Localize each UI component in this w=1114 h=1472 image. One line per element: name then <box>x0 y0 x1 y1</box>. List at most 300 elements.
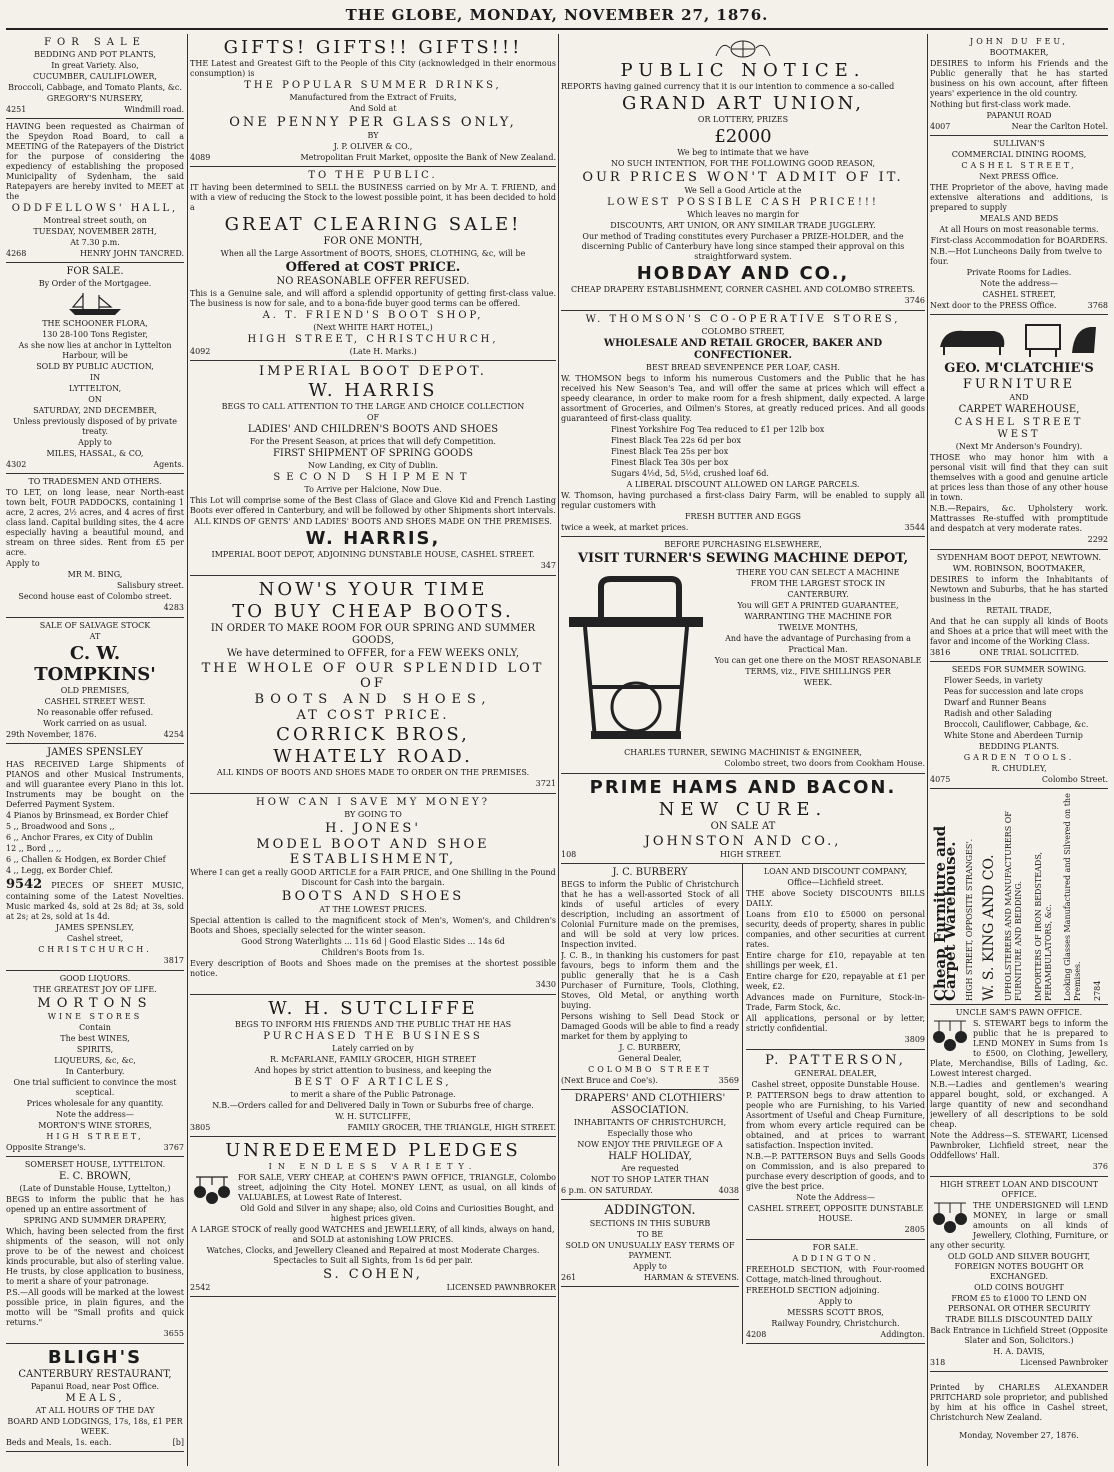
ad-body: This is a Genuine sale, and will afford a splendid opportunity of getting first-class value. The business is now for sale, and to a bona-fide buyer good terms can be offered. <box>190 289 556 308</box>
ad-body: FOR SALE, VERY CHEAP, at COHEN'S PAWN OFFICE, TRIANGLE, Colombo street, adjoining the City Hotel. MONEY LENT, as usual, on all kinds of VALUABLES, at Lowest Rate of Interest. <box>238 1173 556 1202</box>
masthead-rule <box>6 28 1108 30</box>
ad-line: WM. ROBINSON, BOOTMAKER, <box>952 564 1086 573</box>
ad-number: 3721 <box>535 779 556 788</box>
ad-line: And Sold at <box>349 104 397 113</box>
ad-number: 2292 <box>1087 535 1108 544</box>
ad-line: Metropolitan Fruit Market, opposite the Bank of New Zealand. <box>300 153 556 162</box>
ad-line: Colombo Street. <box>1041 775 1108 784</box>
list-item: Dwarf and Runner Beans <box>944 698 1047 707</box>
ad-title: H. JONES' <box>325 821 421 836</box>
ad-mortons <box>6 971 184 1157</box>
ad-heading: FOR SALE. <box>66 266 124 277</box>
ad-body: Note the Address—S. STEWART, Licensed Pawnbroker, Lichfield street, near the Oddfellows' Hall. <box>930 1131 1108 1160</box>
ad-line: LYTTELTON, <box>68 384 122 393</box>
ad-line: HIGH STREET, OPPOSITE STRANGES'. <box>964 838 974 1001</box>
ad-line: (Next Bruce and Coe's). <box>561 1076 658 1085</box>
ad-number: 4268 <box>6 249 27 258</box>
ad-line: FAMILY GROCER, THE TRIANGLE, HIGH STREET. <box>347 1123 556 1132</box>
ad-line: JAMES SPENSLEY, <box>55 923 135 932</box>
ad-title: NEW CURE. <box>658 799 828 820</box>
ad-body: J. C. B., in thanking his customers for past favours, begs to inform them and the public generally that he is a Cash Purchaser of Furniture, Tools, Clothing, Stoves, Old Metal, or anything worth buying. <box>561 951 739 1010</box>
ad-line: GREGORY'S NURSERY, <box>46 94 144 103</box>
ad-number: 4283 <box>163 603 184 612</box>
ad-line: ON <box>88 395 102 404</box>
ad-line: 6 p.m. ON SATURDAY. <box>561 1186 653 1195</box>
ad-line: Now Landing, ex City of Dublin. <box>307 461 439 470</box>
ad-body: W. THOMSON begs to inform his numerous Customers and the Public that he has received his New Season's Tea, and will offer the same at prices which will effect a speedy clearance, in order to make room for a fresh shipment, daily expected. A large assortment of Groceries, and Oilmen's Stores, at greatly reduced prices. And all goods guaranteed of first-class quality. <box>561 374 925 423</box>
ad-body: P.S.—All goods will be marked at the lowest possible price, in plain figures, and the motto will be "Small profits and quick returns." <box>6 1288 184 1327</box>
ad-heading: FOR SALE. <box>812 1243 859 1252</box>
ad-spensley <box>6 744 184 971</box>
ad-line: LIQUEURS, &c, &c, <box>54 1056 136 1065</box>
ad-line: CASHEL STREET, <box>982 290 1056 299</box>
ad-body: FREEHOLD SECTION, with Four-roomed Cottage, match-lined throughout. <box>746 1265 925 1284</box>
ad-line: PAPANUI ROAD <box>986 111 1052 120</box>
ad-line: CASHEL STREET WEST <box>954 417 1084 440</box>
ad-number: 376 <box>1092 1162 1108 1171</box>
ad-line: HIGH STREET, CHRISTCHURCH, <box>247 334 499 345</box>
ad-freehold <box>746 1240 925 1344</box>
list-item: Broccoli, Cauliflower, Cabbage, &c. <box>944 720 1089 729</box>
ad-title: GIFTS! GIFTS!! GIFTS!!! <box>223 37 523 58</box>
ad-line: General Dealer, <box>618 1054 682 1063</box>
ad-line: R. CHUDLEY, <box>991 764 1047 773</box>
ad-line: Contain <box>79 1023 111 1032</box>
ad-line: Nothing but first-class work made. <box>930 100 1071 109</box>
ad-jones <box>190 794 556 995</box>
imprint-date: Monday, November 27, 1876. <box>959 1431 1079 1440</box>
ad-title: NOW'S YOUR TIME <box>258 579 488 600</box>
ad-heading: OUR PRICES WON'T ADMIT OF IT. <box>582 170 904 185</box>
ad-title: £2000 <box>714 126 772 147</box>
ad-line: TRADE BILLS DISCOUNTED DAILY <box>945 1315 1093 1324</box>
ad-line: FROM THE LARGEST STOCK IN <box>750 579 886 588</box>
ad-line: IMPORTERS OF IRON BEDSTEADS, PERAMBULATORS, &c. <box>1033 851 1053 1001</box>
column-4 <box>930 34 1108 1466</box>
ad-line: Manufactured from the Extract of Fruits, <box>289 93 457 102</box>
ad-line: At all Hours on most reasonable terms. <box>939 225 1099 234</box>
ad-title: PUBLIC NOTICE. <box>620 60 866 81</box>
column-rule <box>927 34 928 1466</box>
masthead: THE GLOBE, MONDAY, NOVEMBER 27, 1876. <box>345 6 769 24</box>
ad-line: IN ENDLESS VARIETY. <box>268 1162 478 1171</box>
ad-number: 3768 <box>1087 301 1108 310</box>
ad-line: IN ORDER TO MAKE ROOM FOR OUR SPRING AND SUMMER GOODS, <box>210 623 536 646</box>
ad-seeds <box>930 662 1108 789</box>
ad-number: 261 <box>561 1273 577 1282</box>
ad-line: WINE STORES <box>47 1012 143 1021</box>
ad-line: AND <box>1009 393 1029 402</box>
ad-number: 2784 <box>1093 980 1103 1001</box>
ad-body: THE UNDERSIGNED will LEND MONEY, in large or small amounts on all kinds of Jewellery, Clothing, Furniture, or any other security. <box>930 1201 1108 1250</box>
ad-meeting <box>6 119 184 263</box>
ad-title: Cheap Furniture and Carpet Warehouse. <box>930 825 959 1001</box>
ad-line: MEALS AND BEDS <box>979 214 1059 223</box>
ad-heading: SECOND SHIPMENT <box>273 472 473 483</box>
ad-body: PIECES OF SHEET MUSIC, containing some of the Latest Novelties. Music marked 4s, sold at 2s 8d; at 3s, sold at 2s; at 2s, sold at 1s 4d. <box>6 881 184 921</box>
ad-body: All applications, personal or by letter, strictly confidential. <box>746 1014 925 1033</box>
ad-line: (Next WHITE HART HOTEL,) <box>313 323 433 332</box>
ad-line: Watches, Clocks, and Jewellery Cleaned and Repaired at most Moderate Charges. Spectacles to Suit all Sights, from 1s 6d per pair. <box>206 1246 540 1265</box>
ad-line: J. C. BURBERY, <box>619 1043 681 1052</box>
ad-title: TO BUY CHEAP BOOTS. <box>232 601 514 622</box>
ad-du-feu <box>930 34 1108 136</box>
ad-line: Apply to <box>818 1297 853 1306</box>
ad-robinson <box>930 550 1108 662</box>
ad-body: Every description of Boots and Shoes made on the premises at the shortest possible notice. <box>190 959 556 978</box>
ad-body: THE Latest and Greatest Gift to the People of this City (acknowledged in their enormous consumption) is <box>190 59 556 78</box>
ad-line: J. P. OLIVER & CO., <box>333 142 413 151</box>
furniture-icon <box>934 319 1104 359</box>
ad-stewart <box>930 1005 1108 1177</box>
ad-line: Agents. <box>153 460 184 469</box>
ad-line: GENERAL DEALER, <box>794 1069 877 1078</box>
ad-line: Apply to <box>78 438 112 447</box>
ad-line: NO REASONABLE OFFER REFUSED. <box>276 276 470 287</box>
ad-title: C. W. TOMPKINS' <box>34 643 156 685</box>
ad-line: Broccoli, Cabbage, and Tomato Plants, &c. <box>8 83 182 92</box>
ad-clearing-sale <box>190 167 556 361</box>
ad-title: VISIT TURNER'S SEWING MACHINE DEPOT, <box>577 551 909 566</box>
ad-line: OF <box>366 413 380 422</box>
ad-line: FROM £5 to £1000 TO LEND ON PERSONAL OR OTHER SECURITY <box>947 1294 1091 1313</box>
ad-number-large: 9542 <box>6 877 43 892</box>
ad-heading: AT COST PRICE. <box>296 708 450 723</box>
ad-heading: FOR SALE <box>44 37 146 48</box>
ad-heading: PURCHASED THE BUSINESS <box>263 1031 483 1042</box>
ad-line: SOLD ON UNUSUALLY EASY TERMS OF PAYMENT. <box>565 1241 735 1260</box>
ad-heading: J. C. BURBERY <box>612 867 688 878</box>
ad-line: Prices wholesale for any quantity. <box>26 1099 164 1108</box>
ad-heading: ONE PENNY PER GLASS ONLY, <box>229 115 517 130</box>
ad-hams <box>561 774 925 864</box>
ad-body: S. STEWART begs to inform the public that he is prepared to LEND MONEY in Sums from 1s to £500, on Clothing, Jewellery, Plate, Merchandise, Bills of Lading, &c. Lowest interest charged. <box>930 1019 1108 1078</box>
ad-line: TERMS, viz., FIVE SHILLINGS PER <box>745 667 891 676</box>
ad-line: Note the address— <box>56 1110 134 1119</box>
ad-line: A LIBERAL DISCOUNT ALLOWED ON LARGE PARCELS. <box>626 480 860 489</box>
ad-title: W. HARRIS, <box>305 528 441 549</box>
ad-title: GEO. M'CLATCHIE'S <box>944 361 1094 376</box>
ad-line: We beg to intimate that we have <box>677 148 809 157</box>
ad-title: MORTONS <box>37 996 153 1011</box>
ad-body: Entire charge for £20, repayable at £1 per week, £2. <box>746 972 925 991</box>
ad-line: OLD GOLD AND SILVER BOUGHT, FOREIGN NOTES BOUGHT OR EXCHANGED. <box>947 1252 1091 1281</box>
ad-line: H. A. DAVIS, <box>993 1347 1045 1356</box>
ad-line: Looking Glasses Manufactured and Silvered on the Premises. <box>1063 793 1083 1001</box>
ad-sutcliffe <box>190 995 556 1137</box>
ad-line: N.B.—Hot Luncheons Daily from twelve to four. <box>930 247 1102 266</box>
printer-imprint <box>930 1372 1108 1441</box>
ad-line: IMPERIAL BOOT DEPOT, ADJOINING DUNSTABLE HOUSE, CASHEL STREET. <box>211 550 535 559</box>
ad-line: As she now lies at anchor in Lyttelton Harbour, will be <box>18 341 172 360</box>
ad-heading: W. THOMSON'S CO-OPERATIVE STORES, <box>585 314 901 325</box>
ad-line: OLD COINS BOUGHT <box>974 1283 1064 1292</box>
ad-line: AT <box>89 632 101 641</box>
list-item: Radish and other Salading <box>944 709 1052 718</box>
ad-line: And hopes by strict attention to business, and keeping the <box>254 1066 492 1075</box>
ad-line: Especially those who <box>607 1129 693 1138</box>
ad-line: OR LOTTERY, PRIZES <box>697 115 789 124</box>
ad-heading: LOWEST POSSIBLE CASH PRICE!!! <box>607 197 879 208</box>
ad-heading: THE POPULAR SUMMER DRINKS, <box>244 80 502 91</box>
ad-body: BEGS to inform the Public of Christchurch that he has a well-assorted Stock of all kinds of useful articles of every description, including an assortment of Colonial Furniture made on the premises, and will be sold at very low prices. Inspection invited. <box>561 880 739 949</box>
ad-line: Apply to <box>6 559 40 568</box>
ad-heading: THE WHOLE OF OUR SPLENDID LOT OF <box>201 661 545 691</box>
ad-heading: JOHN DU FEU, <box>970 37 1068 46</box>
ad-line: ALL KINDS OF BOOTS AND SHOES MADE TO ORDER ON THE PREMISES. <box>216 768 530 777</box>
ad-line: Lately carried on by <box>332 1044 414 1053</box>
ad-line: TUESDAY, NOVEMBER 28TH, <box>33 227 157 236</box>
ad-sullivan <box>930 136 1108 315</box>
ad-number: 4038 <box>718 1186 739 1195</box>
ad-number: 4254 <box>163 730 184 739</box>
ad-heading: UNCLE SAM'S PAWN OFFICE. <box>955 1008 1083 1017</box>
ad-line: BOARD AND LODGINGS, 17s, 18s, £1 PER WEEK. <box>7 1417 183 1436</box>
ad-line: A LARGE STOCK of really good WATCHES and JEWELLERY, of all kinds, always on hand, and SOLD at astonishing LOW PRICES. <box>191 1225 555 1244</box>
ad-heading: SOMERSET HOUSE, LYTTELTON. <box>24 1160 166 1169</box>
pawnbroker-balls-icon <box>930 1201 970 1235</box>
list-item: Peas for succession and late crops <box>944 687 1084 696</box>
ad-line: BEST BREAD SEVENPENCE PER LOAF, CASH. <box>646 363 840 372</box>
ad-line: IN <box>89 373 101 382</box>
pawnbroker-balls-icon <box>930 1019 970 1053</box>
ad-title: W. H. SUTCLIFFE <box>268 998 478 1019</box>
ad-line: MORTON'S WINE STORES, <box>38 1121 152 1130</box>
ad-heading: HALF HOLIDAY, <box>608 1151 692 1162</box>
ad-gifts <box>190 34 556 167</box>
ad-heading: SULLIVAN'S <box>993 139 1045 148</box>
ad-body: Our method of Trading constitutes every Purchaser a PRIZE-HOLDER, and the discerning Public of Canterbury have long since stamped their approval on this straightforward system. <box>581 232 905 261</box>
ad-line: Opposite Strange's. <box>6 1143 86 1152</box>
ad-thomson <box>561 311 925 537</box>
ad-line: Railway Foundry, Christchurch. <box>771 1319 900 1328</box>
ad-corrick <box>190 576 556 794</box>
ad-line: RETAIL TRADE, <box>986 606 1052 615</box>
ad-body: DESIRES to inform the Inhabitants of Newtown and Suburbs, that he has started business in the <box>930 575 1108 604</box>
ad-line: Are requested <box>621 1164 679 1173</box>
ad-line: When all the Large Assortment of BOOTS, SHOES, CLOTHING, &c, will be <box>220 249 526 258</box>
ad-line: HENRY JOHN TANCRED. <box>79 249 184 258</box>
ad-line: One trial sufficient to convince the most sceptical. <box>13 1078 177 1097</box>
ad-heading: GOOD LIQUORS. <box>59 974 131 983</box>
ad-number: 4092 <box>190 347 211 356</box>
ad-heading: FURNITURE <box>962 377 1076 392</box>
ad-heading: JAMES SPENSLEY <box>47 747 143 758</box>
royal-arms-icon <box>708 38 778 58</box>
ad-line: CANTERBURY. <box>787 590 849 599</box>
ad-turner <box>561 537 925 774</box>
ad-title: BLIGH'S <box>47 1347 143 1368</box>
column-2 <box>190 34 556 1466</box>
ad-title: CORRICK BROS, <box>276 724 470 745</box>
ad-heading: ODDFELLOWS' HALL, <box>11 203 179 214</box>
ad-title: W. HARRIS <box>308 380 438 401</box>
ad-body: Special attention is called to the magnificent stock of Men's, Women's, and Children's Boots and Shoes, specially selected for the winter season. <box>190 916 556 935</box>
ad-line: LICENSED PAWNBROKER <box>446 1283 556 1292</box>
ad-line: Office—Lichfield street. <box>787 878 884 887</box>
ad-for-sale-plants <box>6 34 184 119</box>
ad-line: We Sell a Good Article at the <box>684 186 802 195</box>
ad-line: First-class Accommodation for BOARDERS. <box>930 236 1108 245</box>
ad-line: Good Strong Waterlights ... 11s 6d | Good Elastic Sides ... 14s 6d <box>241 937 505 946</box>
ad-body: W. Thomson, having purchased a first-class Dairy Farm, will be enabled to supply all regular customers with <box>561 491 925 510</box>
ad-body: N.B.—P. PATTERSON Buys and Sells Goods on Commission, and is also prepared to purchase every description of goods, and to give the best price. <box>746 1152 925 1191</box>
ad-line: No reasonable offer refused. <box>36 708 154 717</box>
ad-burbery <box>561 864 739 1090</box>
ad-line: Apply to <box>633 1262 667 1271</box>
ad-number: 318 <box>930 1358 946 1367</box>
ad-number: 2805 <box>904 1225 925 1234</box>
ad-line: ADDINGTON. <box>792 1254 879 1263</box>
ad-heading: HIGH STREET LOAN AND DISCOUNT OFFICE. <box>939 1180 1099 1199</box>
ad-line: COLOMBO STREET, <box>701 327 785 336</box>
ad-line: For the Present Season, at prices that will defy Competition. <box>250 437 496 446</box>
ad-line: COMMERCIAL DINING ROOMS, <box>951 150 1087 159</box>
list-item: 12 ,, Bord ,, ,, <box>6 844 62 853</box>
ad-title: P. PATTERSON, <box>765 1053 906 1068</box>
ad-body: Persons wishing to Sell Dead Stock or Damaged Goods will be able to find a ready market for them by applying to <box>561 1012 739 1041</box>
ad-line: INHABITANTS OF CHRISTCHURCH, <box>573 1118 727 1127</box>
ad-title: S. COHEN, <box>323 1267 423 1282</box>
ad-line: CANTERBURY RESTAURANT, <box>18 1369 172 1380</box>
list-item: 5 ,, Broadwood and Sons ,, <box>6 822 115 831</box>
ad-line: TO BE <box>636 1230 664 1239</box>
ad-title: PRIME HAMS AND BACON. <box>589 777 897 798</box>
ad-line: CHEAP DRAPERY ESTABLISHMENT, CORNER CASHEL AND COLOMBO STREETS. <box>570 285 916 294</box>
ad-body: Loans from £10 to £5000 on personal security, deeds of property, shares in public companies, and other securities at current rates. <box>746 910 925 949</box>
ad-line: WARRANTING THE MACHINE FOR <box>744 612 892 621</box>
ad-line: FREEHOLD SECTION adjoining. <box>746 1286 880 1295</box>
ad-line: BEGS TO INFORM HIS FRIENDS AND THE PUBLIC THAT HE HAS <box>234 1020 512 1029</box>
ad-body: HAVING been requested as Chairman of the Speydon Road Board, to call a MEETING of the Ratepayers of the District for the purpose of considering the expediency of establishing the proposed Municipality of Sydenham, the said Ratepayers are hereby invited to MEET at the <box>6 122 184 201</box>
ad-line: GARDEN TOOLS. <box>963 753 1075 762</box>
ad-heading: TO TRADESMEN AND OTHERS. <box>28 477 162 486</box>
ad-line: BY <box>367 131 379 140</box>
ad-body: THOSE who may honor him with a personal visit will find that they can suit themselves with a good and genuine article at prices less than those of any other house in town. <box>930 453 1108 502</box>
ad-line: Beds and Meals, 1s. each. <box>6 1438 112 1447</box>
ad-line: ALL KINDS OF GENTS' AND LADIES' BOOTS AND SHOES MADE ON THE PREMISES. <box>194 517 552 526</box>
ad-line: BY GOING TO <box>344 810 402 819</box>
ad-number: 3805 <box>190 1123 211 1132</box>
ad-number: 3746 <box>904 296 925 305</box>
ad-line: SPRING AND SUMMER DRAPERY, <box>23 1216 167 1225</box>
ad-body: THE above Society DISCOUNTS BILLS DAILY. <box>746 889 925 908</box>
ad-harris <box>190 361 556 576</box>
ad-line: Which leaves no margin for <box>687 210 799 219</box>
list-item: Flower Seeds, in variety <box>944 676 1043 685</box>
ad-line: In great Variety. Also, <box>51 61 139 70</box>
ad-davis <box>930 1177 1108 1372</box>
ad-line: Montreal street south, on <box>43 216 147 225</box>
ad-number: 2542 <box>190 1283 211 1292</box>
ad-line: The best WINES, <box>60 1034 130 1043</box>
ad-title: W. S. KING AND CO. <box>981 854 998 1001</box>
ad-heading: LADIES' AND CHILDREN'S BOOTS AND SHOES <box>247 424 499 435</box>
ad-line: We have determined to OFFER, for a FEW WEEKS ONLY, <box>226 648 520 659</box>
ad-heading: BEST OF ARTICLES, <box>294 1077 452 1088</box>
ad-body: TO LET, on long lease, near North-east town belt, FOUR PADDOCKS, containing 1 acre, 2 acres, 2½ acres, and 4 acres of first class land. Capital building sites, the 4 acre especially having a beautiful mound, and stream on three sides. Rent from £5 per acre. <box>6 488 184 557</box>
ad-line: BOOTMAKER, <box>989 48 1049 57</box>
ad-body: Advances made on Furniture, Stock-in-Trade, Farm Stock, &c. <box>746 993 925 1012</box>
ad-title: WHATELY ROAD. <box>273 746 473 767</box>
ad-line: W. H. SUTCLIFFE, <box>335 1112 411 1121</box>
list-item: White Stone and Aberdeen Turnip <box>944 731 1083 740</box>
ad-line: ON SALE AT <box>710 821 776 832</box>
ad-heading: HOW CAN I SAVE MY MONEY? <box>255 797 491 808</box>
ad-schooner <box>6 263 184 474</box>
column-rule <box>187 34 188 1466</box>
ad-line: THERE YOU CAN SELECT A MACHINE <box>736 568 900 577</box>
ad-body: HAS RECEIVED Large Shipments of PIANOS and other Musical Instruments, and will guarantee every Piano in this lot. Instruments may be bought on the Deferred Payment System. <box>6 760 184 809</box>
ad-line: Second house east of Colombo street. <box>18 592 172 601</box>
ad-line: NOW ENJOY THE PRIVILEGE OF A <box>577 1140 723 1149</box>
ad-line: ONE TRIAL SOLICITED. <box>979 648 1080 657</box>
ad-line: (Next Mr Anderson's Foundry). <box>955 442 1083 451</box>
list-item: Finest Yorkshire Fog Tea reduced to £1 per 12lb box <box>611 425 825 434</box>
ad-number: 3569 <box>718 1076 739 1085</box>
ad-line: Cashel street, <box>66 934 124 943</box>
ad-line: And have the advantage of Purchasing from a <box>725 634 911 643</box>
ad-number: 3655 <box>163 1329 184 1338</box>
ad-line: MEALS, <box>65 1393 125 1404</box>
ad-heading: JOHNSTON AND CO., <box>644 834 842 849</box>
ad-heading: BOOTS AND SHOES, <box>254 692 492 707</box>
ad-heading: BOOTS AND SHOES <box>281 889 465 904</box>
ad-line: Note the address— <box>980 279 1058 288</box>
ad-line: MR M. BING, <box>67 570 123 579</box>
ad-title: UNREDEEMED PLEDGES <box>225 1140 521 1161</box>
ad-line: AT THE LOWEST PRICES. <box>319 905 427 914</box>
ad-title: HOBDAY AND CO., <box>636 263 850 284</box>
list-item: Sugars 4½d, 5d, 5½d, crushed loaf 6d. <box>611 469 769 478</box>
ad-line: Colombo street, two doors from Cookham House. <box>724 759 925 768</box>
ad-number: 4302 <box>6 460 27 469</box>
ad-body: This Lot will comprise some of the Best Class of Glace and Glove Kid and French Lasting Boots ever offered in Canterbury, and will be followed by other Shipments short intervals. <box>190 496 556 515</box>
ad-line: 29th November, 1876. <box>6 730 97 739</box>
list-item: Finest Black Tea 30s per box <box>611 458 729 467</box>
ad-number: 4089 <box>190 153 211 162</box>
ad-line: Where I can get a really GOOD ARTICLE for a FAIR PRICE, and One Shilling in the Pound Discount for Cash into the bargain. <box>190 868 556 887</box>
ad-heading: DRAPERS' AND CLOTHIERS' ASSOCIATION. <box>574 1093 726 1116</box>
ad-title: MODEL BOOT AND SHOE ESTABLISHMENT, <box>256 837 490 867</box>
ad-heading: IMPERIAL BOOT DEPOT. <box>259 364 487 379</box>
list-item: 6 ,, Challen & Hodgen, ex Border Chief <box>6 855 166 864</box>
ad-heading: FIRST SHIPMENT OF SPRING GOODS <box>272 448 474 459</box>
ad-line: Addington. <box>880 1330 925 1339</box>
ad-number: 3817 <box>163 956 184 965</box>
ad-number: 3430 <box>535 980 556 989</box>
ad-line: Work carried on as usual. <box>43 719 147 728</box>
ad-line: FOR ONE MONTH, <box>323 236 423 247</box>
list-item: Finest Black Tea 22s 6d per box <box>611 436 741 445</box>
ad-line: You will GET A PRINTED GUARANTEE, <box>737 601 899 610</box>
column-1 <box>6 34 184 1466</box>
ad-salvage <box>6 618 184 744</box>
ad-number: 4208 <box>746 1330 767 1339</box>
ad-mclatchie <box>930 315 1108 550</box>
ad-line: CASHEL STREET, OPPOSITE DUNSTABLE HOUSE. <box>747 1204 924 1223</box>
ad-line: HARMAN & STEVENS. <box>644 1273 739 1282</box>
ad-body: Which, having been selected from the first shipments of the season, will not only prove to be of the newest and choicest kinds procurable, but also of sterling value. He trusts, by close application to business, to merit a share of your patronage. <box>6 1227 184 1286</box>
ad-number: 3816 <box>930 648 951 657</box>
ad-line: SPIRITS, <box>76 1045 114 1054</box>
ad-line: BEDDING AND POT PLANTS, <box>34 50 156 59</box>
ad-heading: BEFORE PURCHASING ELSEWHERE, <box>664 540 822 549</box>
ad-body: And that he can supply all kinds of Boots and Shoes at a price that will meet with the favor and income of the Working Class. <box>930 617 1108 646</box>
ad-number: 108 <box>561 850 577 859</box>
ad-heading: TO THE PUBLIC. <box>308 170 438 181</box>
ad-line: Cashel street, opposite Dunstable House. <box>751 1080 920 1089</box>
